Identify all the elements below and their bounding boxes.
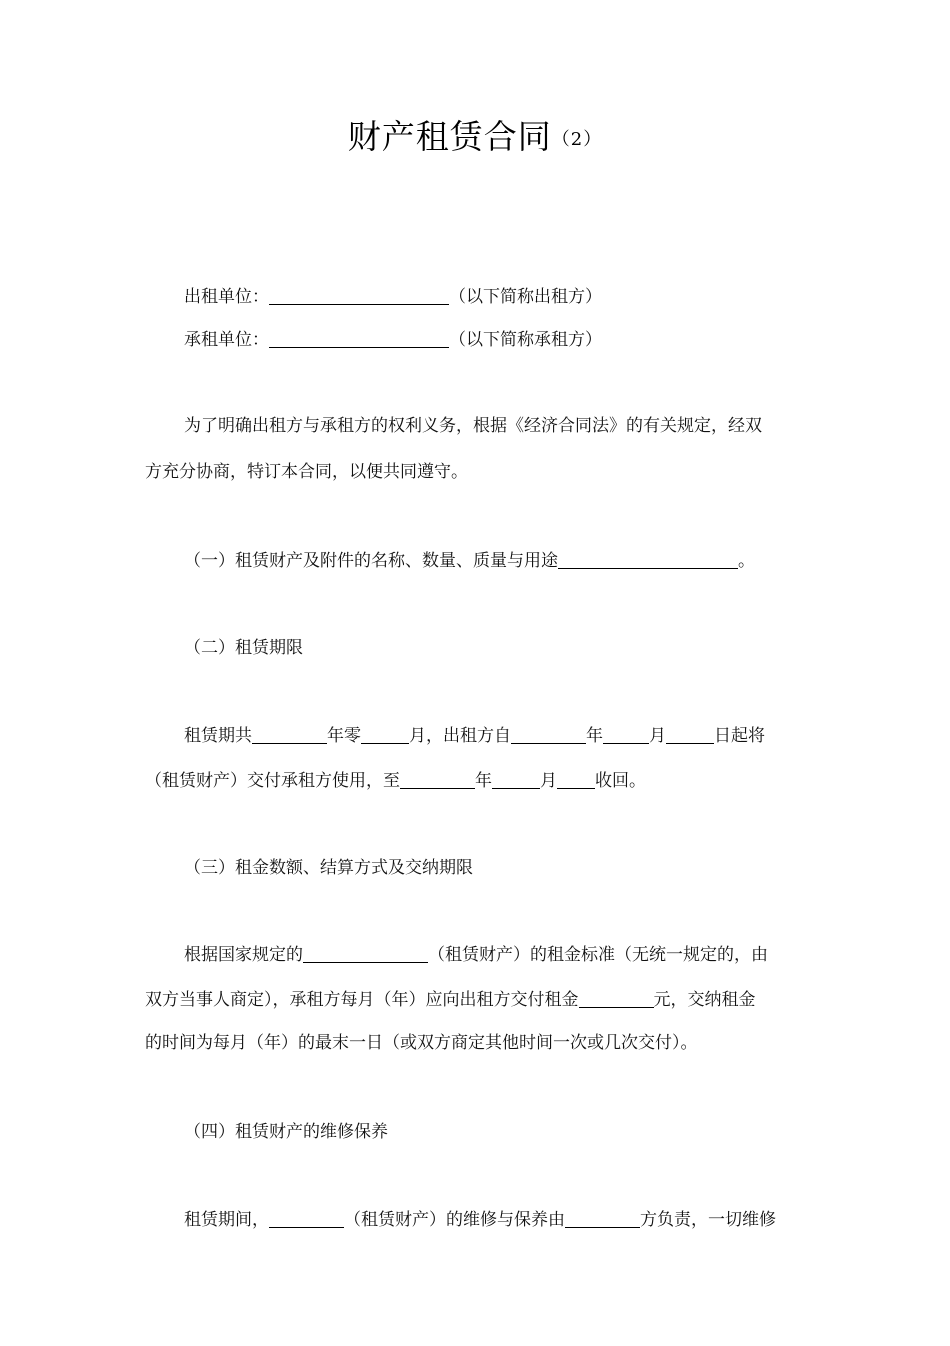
title-main: 财产租赁合同	[347, 117, 552, 156]
intro-line-1: 为了明确出租方与承租方的权利义务，根据《经济合同法》的有关规定，经双	[184, 416, 762, 436]
end-month-blank[interactable]	[492, 770, 540, 789]
s2-text-a: 租赁期共	[184, 726, 252, 746]
start-year-blank[interactable]	[511, 725, 586, 744]
lessee-blank[interactable]	[269, 329, 449, 348]
lessor-line	[184, 282, 810, 312]
s3-text-b: （租赁财产）的租金标准（无统一规定的，由	[428, 945, 768, 965]
s2-text-d: 年	[586, 726, 603, 746]
s2-text-c: 月，出租方自	[409, 726, 511, 746]
section-2-heading: （二）租赁期限	[184, 638, 303, 658]
intro-line-2: 方充分协商，特订本合同，以便共同遵守。	[145, 462, 468, 482]
lessor-note: （以下简称出租方）	[449, 287, 602, 307]
s2-text-i: 月	[540, 771, 557, 791]
end-day-blank[interactable]	[557, 770, 595, 789]
s4-text-a: 租赁期间，	[184, 1210, 269, 1230]
section-1	[184, 546, 810, 576]
lessee-note: （以下简称承租方）	[449, 330, 602, 350]
document-title	[0, 112, 950, 165]
end-year-blank[interactable]	[400, 770, 475, 789]
s2-text-g: （租赁财产）交付承租方使用，至	[145, 771, 400, 791]
section-3-para-line-2	[145, 985, 810, 1015]
lease-months-blank[interactable]	[361, 725, 409, 744]
section-2-para-line-2	[145, 766, 810, 796]
section-2-para-line-1	[184, 721, 810, 751]
section-3-para-line-3: 的时间为每月（年）的最末一日（或双方商定其他时间一次或几次交付）。	[145, 1033, 698, 1053]
s2-text-b: 年零	[327, 726, 361, 746]
maintenance-party-blank[interactable]	[565, 1209, 640, 1228]
s3-text-a: 根据国家规定的	[184, 945, 303, 965]
rent-amount-blank[interactable]	[579, 989, 654, 1008]
section-1-text: （一）租赁财产及附件的名称、数量、质量与用途	[184, 551, 558, 571]
start-month-blank[interactable]	[603, 725, 649, 744]
s4-text-b: （租赁财产）的维修与保养由	[344, 1210, 565, 1230]
section-3-para-line-1	[184, 940, 810, 970]
s2-text-e: 月	[649, 726, 666, 746]
s2-text-f: 日起将	[714, 726, 765, 746]
section-3-heading: （三）租金数额、结算方式及交纳期限	[184, 858, 473, 878]
lessor-label: 出租单位：	[184, 287, 269, 307]
title-number: （2）	[551, 129, 603, 150]
section-1-blank[interactable]	[558, 550, 738, 569]
section-4-heading: （四）租赁财产的维修保养	[184, 1122, 388, 1142]
s2-text-j: 收回。	[595, 771, 646, 791]
s4-text-c: 方负责，一切维修	[640, 1210, 776, 1230]
rent-standard-blank[interactable]	[303, 944, 428, 963]
property-blank[interactable]	[269, 1209, 344, 1228]
lessee-line	[184, 325, 810, 355]
s3-text-d: 元，交纳租金	[653, 990, 756, 1010]
lease-years-blank[interactable]	[252, 725, 327, 744]
section-4-para-line-1	[184, 1205, 810, 1235]
section-1-end: 。	[738, 551, 755, 571]
start-day-blank[interactable]	[666, 725, 714, 744]
s2-text-h: 年	[475, 771, 492, 791]
s3-text-c: 双方当事人商定），承租方每月（年）应向出租方交付租金	[145, 990, 579, 1010]
lessee-label: 承租单位：	[184, 330, 269, 350]
lessor-blank[interactable]	[269, 286, 449, 305]
